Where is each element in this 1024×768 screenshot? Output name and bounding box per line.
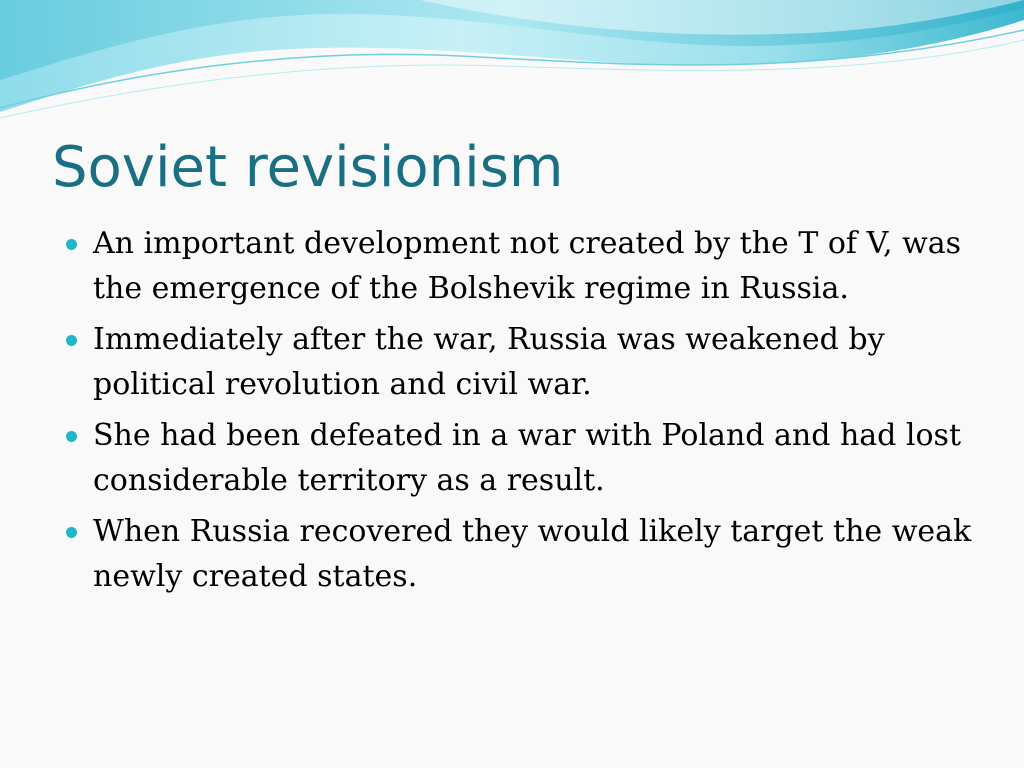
bullet-item: [60, 221, 980, 311]
bullet-item: [60, 509, 980, 599]
bullet-item: [60, 413, 980, 503]
bullet-marker-icon: [66, 527, 77, 538]
slide-title: Soviet revisionism: [52, 135, 564, 200]
bullet-text: An important development not created by the T of V, was the emergence of the Bolshevik regime in Russia.: [93, 226, 962, 306]
bullet-marker-icon: [66, 335, 77, 346]
bullet-text: When Russia recovered they would likely target the weak newly created states.: [93, 514, 972, 594]
bullet-item: [60, 317, 980, 407]
bullet-text: Immediately after the war, Russia was weakened by political revolution and civil war.: [93, 322, 885, 402]
bullet-text: She had been defeated in a war with Poland and had lost considerable territory as a result.: [93, 418, 962, 498]
header-wave-decoration: [0, 0, 1024, 130]
bullet-marker-icon: [66, 431, 77, 442]
bullet-marker-icon: [66, 239, 77, 250]
bullet-list: [60, 221, 980, 605]
